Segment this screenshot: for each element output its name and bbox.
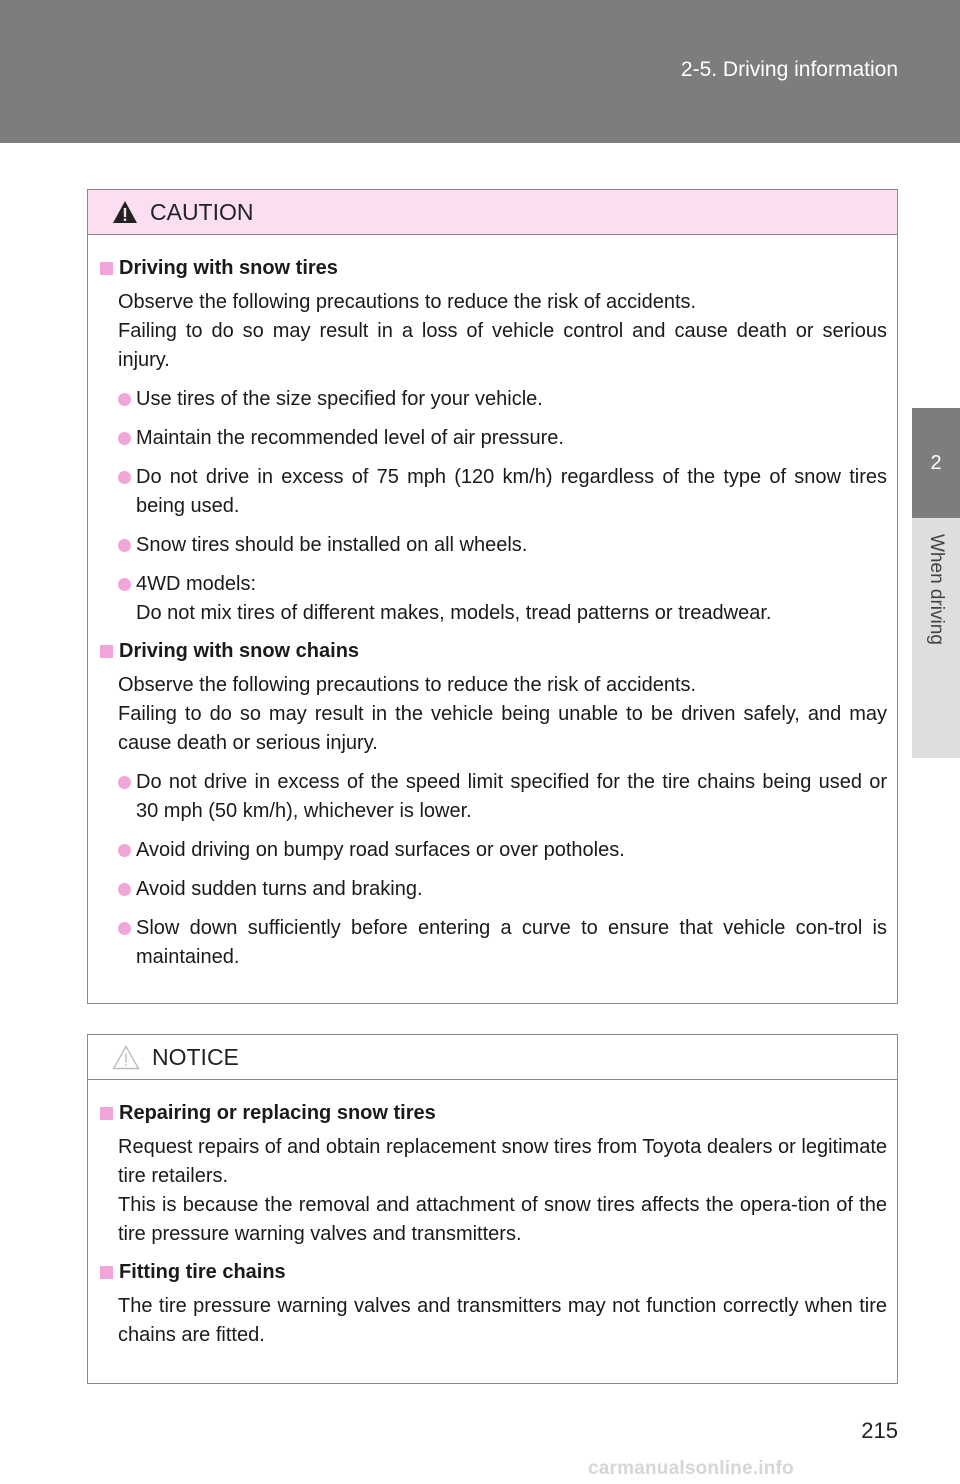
section-heading: Driving with snow chains — [100, 640, 887, 663]
bullet-dot-icon — [118, 776, 131, 789]
caution-title: CAUTION — [150, 198, 254, 225]
section-heading: Repairing or replacing snow tires — [100, 1102, 887, 1125]
chapter-label: When driving — [926, 534, 947, 645]
page-number: 215 — [861, 1418, 898, 1443]
square-bullet-icon — [100, 262, 113, 275]
list-item: Snow tires should be installed on all wheels. — [100, 531, 887, 560]
bullet-dot-icon — [118, 883, 131, 896]
paragraph: Observe the following precautions to reduce the risk of accidents. — [118, 674, 697, 696]
square-bullet-icon — [100, 1107, 113, 1120]
list-item: Slow down sufficiently before entering a curve to ensure that vehicle con-trol is maintained. — [100, 914, 887, 972]
list-item: Use tires of the size specified for your vehicle. — [100, 385, 887, 414]
section-title: 2-5. Driving information — [680, 58, 898, 81]
paragraph: Request repairs of and obtain replacement snow tires from Toyota dealers or legitimate tire retailers. — [118, 1136, 887, 1187]
page-header — [0, 0, 960, 143]
paragraph: The tire pressure warning valves and transmitters may not function correctly when tire chains are fitted. — [118, 1295, 887, 1346]
warning-triangle-icon — [112, 200, 138, 224]
list-item: Maintain the recommended level of air pressure. — [100, 424, 887, 453]
chapter-tab — [912, 518, 960, 758]
paragraph: This is because the removal and attachment of snow tires affects the opera-tion of the tire pressure warning valves and transmitters. — [118, 1194, 887, 1245]
bullet-dot-icon — [118, 539, 131, 552]
square-bullet-icon — [100, 1266, 113, 1279]
paragraph: Failing to do so may result in a loss of vehicle control and cause death or serious injury. — [118, 320, 887, 371]
section-heading: Fitting tire chains — [100, 1261, 887, 1284]
list-item: Do not drive in excess of the speed limit specified for the tire chains being used or 30 mph (50 km/h), whichever is lower. — [100, 768, 887, 826]
list-item: Avoid sudden turns and braking. — [100, 875, 887, 904]
caution-header — [88, 190, 897, 235]
bullet-dot-icon — [118, 922, 131, 935]
watermark[interactable]: carmanualsonline.info — [588, 1458, 794, 1479]
notice-box — [87, 1034, 898, 1384]
caution-box — [87, 189, 898, 1004]
bullet-dot-icon — [118, 393, 131, 406]
list-item: 4WD models: Do not mix tires of different makes, models, tread patterns or treadwear. — [100, 570, 887, 628]
notice-header — [88, 1035, 897, 1080]
list-item: Do not drive in excess of 75 mph (120 km/h) regardless of the type of snow tires being used. — [100, 463, 887, 521]
warning-triangle-outline-icon — [112, 1045, 140, 1070]
bullet-dot-icon — [118, 471, 131, 484]
list-item: Avoid driving on bumpy road surfaces or over potholes. — [100, 836, 887, 865]
notice-title: NOTICE — [152, 1043, 239, 1070]
bullet-dot-icon — [118, 578, 131, 591]
bullet-dot-icon — [118, 844, 131, 857]
paragraph: Observe the following precautions to reduce the risk of accidents. — [118, 291, 697, 313]
side-tab-spacer — [912, 143, 960, 408]
section-heading: Driving with snow tires — [100, 257, 887, 280]
chapter-number: 2 — [912, 408, 960, 518]
bullet-dot-icon — [118, 432, 131, 445]
paragraph: Failing to do so may result in the vehicle being unable to be driven safely, and may cause death or serious injury. — [118, 703, 887, 754]
square-bullet-icon — [100, 645, 113, 658]
